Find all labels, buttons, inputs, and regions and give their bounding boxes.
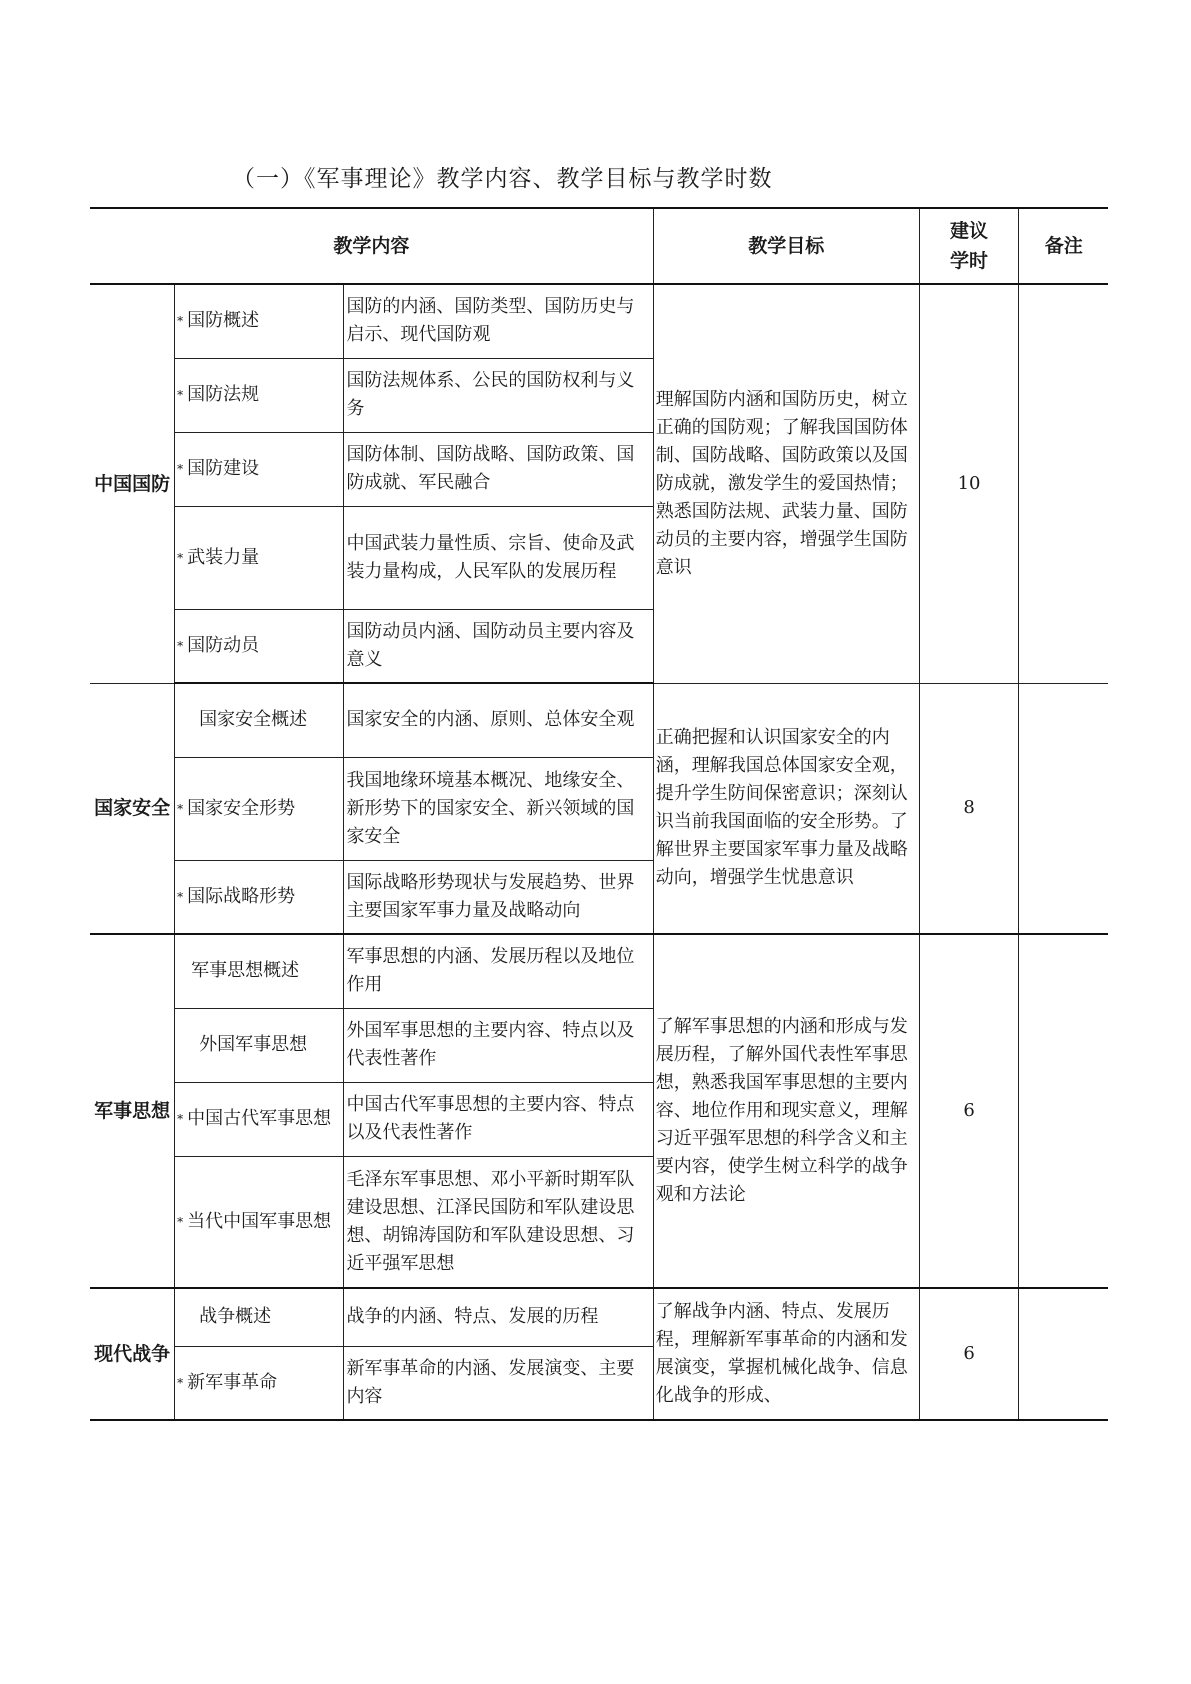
content-cell: 战争的内涵、特点、发展的历程: [344, 1288, 653, 1346]
content-cell: 国防的内涵、国防类型、国防历史与启示、现代国防观: [344, 284, 653, 358]
content-cell: 中国古代军事思想的主要内容、特点以及代表性著作: [344, 1082, 653, 1156]
topic-cell: * 新军事革命: [175, 1346, 344, 1420]
header-hours: 建议学时: [919, 208, 1019, 284]
topic-cell: * 国防法规: [175, 358, 344, 432]
goal-cell: 理解国防内涵和国防历史，树立正确的国防观；了解我国国防体制、国防战略、国防政策以及国防成就，激发学生的爱国热情；熟悉国防法规、武装力量、国防动员的主要内容，增强学生国防意识: [653, 284, 919, 683]
category-cell: 国家安全: [90, 683, 175, 934]
topic-cell: * 国防概述: [175, 284, 344, 358]
content-cell: 我国地缘环境基本概况、地缘安全、新形势下的国家安全、新兴领域的国家安全: [344, 757, 653, 860]
topic-cell: * 国际战略形势: [175, 860, 344, 934]
content-cell: 国防体制、国防战略、国防政策、国防成就、军民融合: [344, 432, 653, 506]
topic-cell: * 国防动员: [175, 609, 344, 683]
hours-cell: 10: [919, 284, 1019, 683]
category-cell: 现代战争: [90, 1288, 175, 1420]
goal-cell: 正确把握和认识国家安全的内涵，理解我国总体国家安全观，提升学生防间保密意识；深刻认识当前我国面临的安全形势。了解世界主要国家军事力量及战略动向，增强学生忧患意识: [653, 683, 919, 934]
content-cell: 毛泽东军事思想、邓小平新时期军队建设思想、江泽民国防和军队建设思想、胡锦涛国防和军队建设思想、习近平强军思想: [344, 1156, 653, 1288]
content-cell: 军事思想的内涵、发展历程以及地位作用: [344, 934, 653, 1008]
goal-cell: 了解军事思想的内涵和形成与发展历程，了解外国代表性军事思想，熟悉我国军事思想的主要内容、地位作用和现实意义，理解习近平强军思想的科学含义和主要内容，使学生树立科学的战争观和方法论: [653, 934, 919, 1288]
topic-cell: 战争概述: [175, 1288, 344, 1346]
topic-cell: 军事思想概述: [175, 934, 344, 1008]
remarks-cell: [1019, 1288, 1108, 1420]
topic-cell: 外国军事思想: [175, 1008, 344, 1082]
hours-cell: 6: [919, 934, 1019, 1288]
remarks-cell: [1019, 284, 1108, 683]
remarks-cell: [1019, 683, 1108, 934]
course-table: [90, 207, 1108, 1421]
table-row: [90, 1288, 1108, 1346]
header-content: 教学内容: [90, 208, 653, 284]
header-goal: 教学目标: [653, 208, 919, 284]
category-cell: 军事思想: [90, 934, 175, 1288]
content-cell: 国防法规体系、公民的国防权利与义务: [344, 358, 653, 432]
topic-cell: * 国家安全形势: [175, 757, 344, 860]
table-row: [90, 934, 1108, 1008]
topic-cell: 国家安全概述: [175, 683, 344, 757]
topic-cell: * 武装力量: [175, 506, 344, 609]
hours-cell: 8: [919, 683, 1019, 934]
table-row: [90, 683, 1108, 757]
topic-cell: * 当代中国军事思想: [175, 1156, 344, 1288]
hours-cell: 6: [919, 1288, 1019, 1420]
content-cell: 国家安全的内涵、原则、总体安全观: [344, 683, 653, 757]
header-remarks: 备注: [1019, 208, 1108, 284]
remarks-cell: [1019, 934, 1108, 1288]
content-cell: 国防动员内涵、国防动员主要内容及意义: [344, 609, 653, 683]
table-header-row: [90, 208, 1108, 284]
goal-cell: 了解战争内涵、特点、发展历程，理解新军事革命的内涵和发展演变，掌握机械化战争、信息化战争的形成、: [653, 1288, 919, 1420]
table-row: [90, 284, 1108, 358]
page-title: （一）《军事理论》教学内容、教学目标与教学时数: [232, 166, 773, 192]
content-cell: 外国军事思想的主要内容、特点以及代表性著作: [344, 1008, 653, 1082]
content-cell: 中国武装力量性质、宗旨、使命及武装力量构成，人民军队的发展历程: [344, 506, 653, 609]
topic-cell: * 中国古代军事思想: [175, 1082, 344, 1156]
content-cell: 新军事革命的内涵、发展演变、主要内容: [344, 1346, 653, 1420]
category-cell: 中国国防: [90, 284, 175, 683]
content-cell: 国际战略形势现状与发展趋势、世界主要国家军事力量及战略动向: [344, 860, 653, 934]
topic-cell: * 国防建设: [175, 432, 344, 506]
